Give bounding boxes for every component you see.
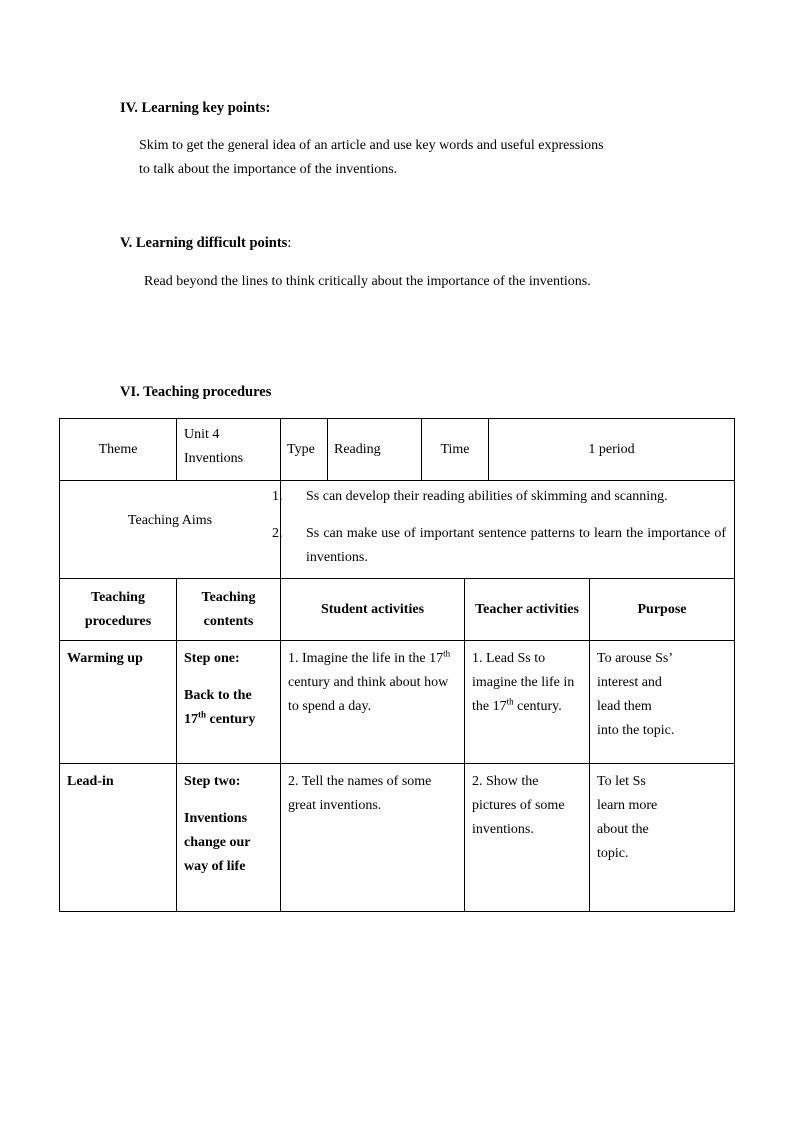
key-points-line-2: to talk about the importance of the inventions. bbox=[139, 162, 398, 177]
type-label: Type bbox=[287, 441, 315, 457]
heading-teaching-procedures: VI. Teaching procedures bbox=[120, 384, 272, 400]
type-value: Reading bbox=[334, 441, 381, 457]
aim-item-2 bbox=[272, 522, 727, 570]
row-2-step: Step two: bbox=[184, 774, 241, 789]
row-1-teacher: 1. Lead Ss to imagine the life in the 17th century. bbox=[465, 641, 590, 764]
row-1-purpose: To arouse Ss’ interest and lead them into the topic. bbox=[590, 641, 735, 764]
unit-line-2: Inventions bbox=[184, 451, 244, 466]
heading-difficult-points bbox=[120, 235, 291, 252]
heading-key-points: IV. Learning key points: bbox=[120, 100, 271, 116]
theme-label-cell bbox=[60, 419, 177, 481]
teaching-procedures-table bbox=[59, 418, 735, 912]
row-1-content bbox=[177, 641, 281, 764]
aims-label: Teaching Aims bbox=[127, 513, 213, 528]
row-2-teacher: 2. Show the pictures of some inventions. bbox=[465, 764, 590, 912]
row-1-procedure bbox=[60, 641, 177, 764]
row-1-content-line-1: Back to the bbox=[184, 688, 252, 703]
aim-1-number: 1. bbox=[272, 489, 283, 504]
aim-2-text: Ss can make use of important sentence patterns to learn the importance of inventions. bbox=[306, 526, 727, 565]
time-label: Time bbox=[440, 441, 470, 457]
header-contents-line-2: contents bbox=[203, 613, 254, 629]
header-row bbox=[60, 579, 735, 641]
unit-line-1: Unit 4 bbox=[184, 427, 220, 442]
difficult-points-colon: : bbox=[287, 235, 292, 251]
header-purpose bbox=[590, 579, 735, 641]
header-procedures-line-1: Teaching bbox=[91, 589, 145, 605]
time-value-cell bbox=[489, 419, 735, 481]
row-2-procedure-text: Lead-in bbox=[67, 774, 114, 789]
aim-1-text: Ss can develop their reading abilities of skimming and scanning. bbox=[306, 489, 668, 504]
theme-label: Theme bbox=[98, 441, 138, 457]
row-1-step: Step one: bbox=[184, 651, 240, 666]
header-contents bbox=[177, 579, 281, 641]
aim-2-number: 2. bbox=[272, 526, 283, 541]
row-2-student: 2. Tell the names of some great inventions. bbox=[281, 764, 465, 912]
aims-row bbox=[60, 481, 735, 579]
header-purpose-label: Purpose bbox=[637, 601, 687, 617]
key-points-line-1: Skim to get the general idea of an article and use key words and useful expressions bbox=[139, 138, 604, 153]
header-procedures-line-2: procedures bbox=[84, 613, 152, 629]
header-teacher-activities bbox=[465, 579, 590, 641]
aims-list bbox=[272, 481, 734, 570]
header-contents-line-1: Teaching bbox=[201, 589, 256, 605]
table-row bbox=[60, 641, 735, 764]
type-label-cell bbox=[281, 419, 328, 481]
header-teacher-label: Teacher activities bbox=[475, 601, 579, 617]
header-procedures bbox=[60, 579, 177, 641]
difficult-points-title: V. Learning difficult points bbox=[120, 235, 288, 251]
row-2-content: Step two: Inventions change our way of life bbox=[177, 764, 281, 912]
row-1-procedure-text: Warming up bbox=[67, 651, 143, 666]
aims-label-cell bbox=[60, 481, 281, 579]
row-2-procedure bbox=[60, 764, 177, 912]
unit-cell bbox=[177, 419, 281, 481]
row-1-student: 1. Imagine the life in the 17th century and think about how to spend a day. bbox=[281, 641, 465, 764]
header-student-activities bbox=[281, 579, 465, 641]
info-row bbox=[60, 419, 735, 481]
difficult-points-text: Read beyond the lines to think critically about the importance of the inventions. bbox=[144, 274, 591, 289]
row-1-content-line-2: 17th century bbox=[184, 709, 256, 727]
aims-content-cell bbox=[272, 481, 735, 579]
time-label-cell bbox=[422, 419, 489, 481]
time-value: 1 period bbox=[588, 441, 635, 457]
type-value-cell bbox=[328, 419, 422, 481]
table-row bbox=[60, 764, 735, 912]
aim-item-1 bbox=[272, 485, 726, 509]
header-student-label: Student activities bbox=[320, 601, 425, 617]
row-2-purpose: To let Ss learn more about the topic. bbox=[590, 764, 735, 912]
